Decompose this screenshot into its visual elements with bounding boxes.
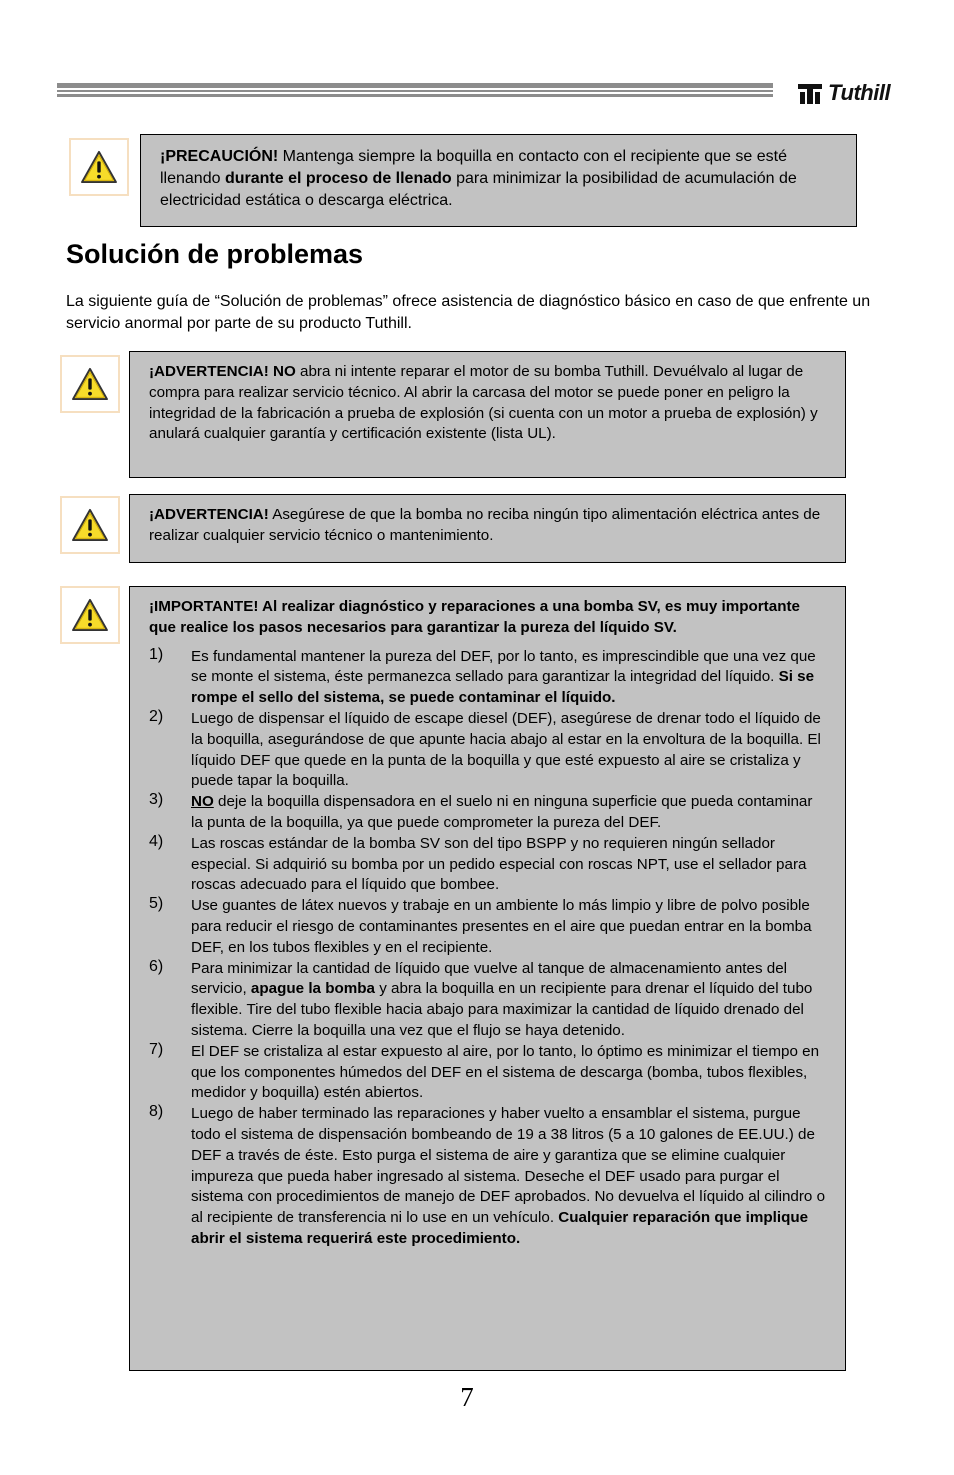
warning-icon bbox=[60, 355, 120, 413]
list-item: 2) Luego de dispensar el líquido de escape diesel (DEF), asegúrese de drenar todo el líquido de la boquilla, asegurándose de que apunte hacia abajo al estar en la envoltura de la boquilla. El líquido DEF que quede en la punta de la boquilla y que esté expuesto al aire se cristaliza y puede tapar la boquilla. bbox=[149, 707, 821, 790]
list-item: 5) Use guantes de látex nuevos y trabaje en un ambiente lo más limpio y libre de polvo posible para reducir el riesgo de contaminantes presentes en el aire que puedan entrar en la bomba DEF, en los tubos flexibles y en el recipiente. bbox=[149, 895, 812, 956]
important-box bbox=[129, 586, 846, 1371]
warning-motor-text: ¡ADVERTENCIA! NO abra ni intente reparar el motor de su bomba Tuthill. Devuélvalo al lugar de compra para realizar servicio técnico. Al abrir la carcasa del motor se puede poner en peligro la integridad de la fabricación a prueba de explosión (si cuenta con un motor a prueba de explosión) y anulará cualquier garantía y certificación existente (lista UL). bbox=[149, 363, 818, 443]
page-number: 7 bbox=[460, 1382, 474, 1412]
list-item: 4) Las roscas estándar de la bomba SV son del tipo BSPP y no requieren ningún sellador especial. Si adquirió su bomba por un pedido especial con roscas NPT, use el sellador para roscas adecuado para el líquido que bombee. bbox=[149, 832, 807, 894]
warning-box-motor bbox=[129, 351, 846, 478]
warning-icon bbox=[60, 496, 120, 554]
warning-icon bbox=[60, 586, 120, 644]
intro-paragraph: La siguiente guía de “Solución de problemas” ofrece asistencia de diagnóstico básico en caso de que enfrente un servicio anormal por parte de su producto Tuthill. bbox=[66, 293, 871, 332]
warning-box-power bbox=[129, 494, 846, 563]
steps-list bbox=[149, 647, 827, 1250]
list-item: 3) NO deje la boquilla dispensadora en el suelo ni en ninguna superficie que pueda contaminar la punta de la boquilla, ya que puede comprometer la pureza del DEF. bbox=[149, 791, 813, 831]
list-item: 6) Para minimizar la cantidad de líquido que vuelve al tanque de almacenamiento antes del servicio, apague la bomba y abra la boquilla en un recipiente para drenar el líquido del tubo flexible. Tire del tubo flexible hacia abajo para maximizar la cantidad de líquido drenado del sistema. Cierre la boquilla una vez que el flujo se haya detenido. bbox=[149, 957, 813, 1039]
caution-text: ¡PRECAUCIÓN! Mantenga siempre la boquilla en contacto con el recipiente que se esté llenando durante el proceso de llenado para minimizar la posibilidad de acumulación de electricidad estática o descarga eléctrica. bbox=[160, 148, 797, 209]
tuthill-logo bbox=[796, 78, 906, 108]
caution-box bbox=[140, 134, 857, 227]
list-item: 7) El DEF se cristaliza al estar expuesto al aire, por lo tanto, lo óptimo es minimizar el tiempo en que los componentes húmedos del DEF en el sistema de descarga (bomba, tubos flexibles, medidor y boquilla) estén abiertos. bbox=[149, 1040, 820, 1102]
list-item: 1) Es fundamental mantener la pureza del DEF, por lo tanto, es imprescindible que una vez que se monte el sistema, éste permanezca sellado para garantizar la integridad del líquido. Si se rompe el sello del sistema, se puede contaminar el líquido. bbox=[149, 645, 816, 707]
logo-text: Tuthill bbox=[828, 80, 891, 105]
warning-power-text: ¡ADVERTENCIA! Asegúrese de que la bomba no reciba ningún tipo alimentación eléctrica antes de realizar cualquier servicio técnico o mantenimiento. bbox=[149, 506, 821, 544]
important-heading: ¡IMPORTANTE! Al realizar diagnóstico y reparaciones a una bomba SV, es muy importante que realice los pasos necesarios para garantizar la pureza del líquido SV. bbox=[149, 598, 800, 636]
tuthill-logo-icon bbox=[796, 80, 824, 106]
list-item: 8) Luego de haber terminado las reparaciones y haber vuelto a ensamblar el sistema, purgue todo el sistema de dispensación bombeando de 19 a 38 litros (5 a 10 galones de EE.UU.) de DEF a través de éste. Esto purga el sistema de aire y garantiza que se elimine cualquier impureza que pueda haber ingresado al sistema. Deseche el DEF usado para purgar el sistema con procedimientos de manejo de DEF aprobados. No devuelva el líquido al cilindro o al recipiente de transferencia ni lo use en un vehículo. Cualquier reparación que implique abrir el sistema requerirá este procedimiento. bbox=[149, 1103, 826, 1247]
header-rule bbox=[57, 83, 773, 97]
warning-icon bbox=[69, 138, 129, 196]
page-title: Solución de problemas bbox=[66, 239, 364, 269]
